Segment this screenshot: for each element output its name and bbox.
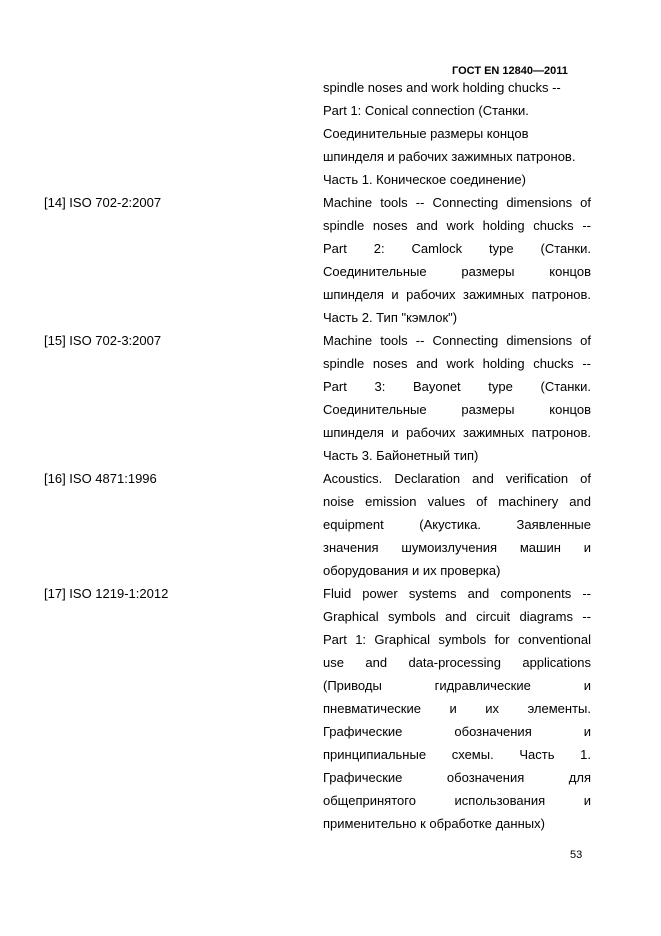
reference-description-line: общепринятого использования и — [323, 793, 591, 808]
reference-description-line: Fluid power systems and components -- — [323, 586, 591, 601]
page-number: 53 — [570, 849, 583, 861]
reference-description-line: Соединительные размеры концов — [323, 402, 591, 417]
reference-description-line: пневматические и их элементы. — [323, 701, 591, 716]
continuation-line: Part 1: Conical connection (Станки. — [323, 103, 529, 118]
continuation-line: шпинделя и рабочих зажимных патронов. — [323, 149, 576, 164]
continuation-line: Соединительные размеры концов — [323, 126, 529, 141]
continuation-line: spindle noses and work holding chucks -- — [323, 80, 561, 95]
continuation-line: Часть 1. Коническое соединение) — [323, 172, 526, 187]
reference-description-line: Графические обозначения и — [323, 724, 591, 739]
reference-description-line: Часть 2. Тип "кэмлок") — [323, 310, 458, 325]
reference-description-line: noise emission values of machinery and — [323, 494, 591, 509]
reference-description-line: Machine tools -- Connecting dimensions of — [323, 195, 591, 210]
reference-description-line: применительно к обработке данных) — [323, 816, 545, 831]
document-header: ГОСТ EN 12840—2011 — [452, 65, 568, 77]
reference-description-line: Acoustics. Declaration and verification of — [323, 471, 591, 486]
reference-description-line: значения шумоизлучения машин и — [323, 540, 591, 555]
reference-id: [15] ISO 702-3:2007 — [44, 333, 162, 348]
reference-description-line: шпинделя и рабочих зажимных патронов. — [323, 287, 591, 302]
reference-id: [14] ISO 702-2:2007 — [44, 195, 162, 210]
reference-description-line: use and data-processing applications — [323, 655, 591, 670]
reference-description-line: spindle noses and work holding chucks -- — [323, 356, 591, 371]
reference-description-line: (Приводы гидравлические и — [323, 678, 591, 693]
reference-description-line: Part 2: Camlock type (Станки. — [323, 241, 591, 256]
reference-description-line: spindle noses and work holding chucks -- — [323, 218, 591, 233]
reference-description-line: принципиальные схемы. Часть 1. — [323, 747, 591, 762]
reference-id: [16] ISO 4871:1996 — [44, 471, 157, 486]
reference-description-line: оборудования и их проверка) — [323, 563, 501, 578]
reference-description-line: equipment (Акустика. Заявленные — [323, 517, 591, 532]
reference-description-line: Graphical symbols and circuit diagrams -- — [323, 609, 591, 624]
reference-description-line: Part 1: Graphical symbols for conventional — [323, 632, 591, 647]
reference-description-line: Part 3: Bayonet type (Станки. — [323, 379, 591, 394]
reference-description-line: шпинделя и рабочих зажимных патронов. — [323, 425, 591, 440]
reference-id: [17] ISO 1219-1:2012 — [44, 586, 169, 601]
reference-description-line: Machine tools -- Connecting dimensions of — [323, 333, 591, 348]
reference-description-line: Соединительные размеры концов — [323, 264, 591, 279]
reference-description-line: Часть 3. Байонетный тип) — [323, 448, 479, 463]
reference-description-line: Графические обозначения для — [323, 770, 591, 785]
